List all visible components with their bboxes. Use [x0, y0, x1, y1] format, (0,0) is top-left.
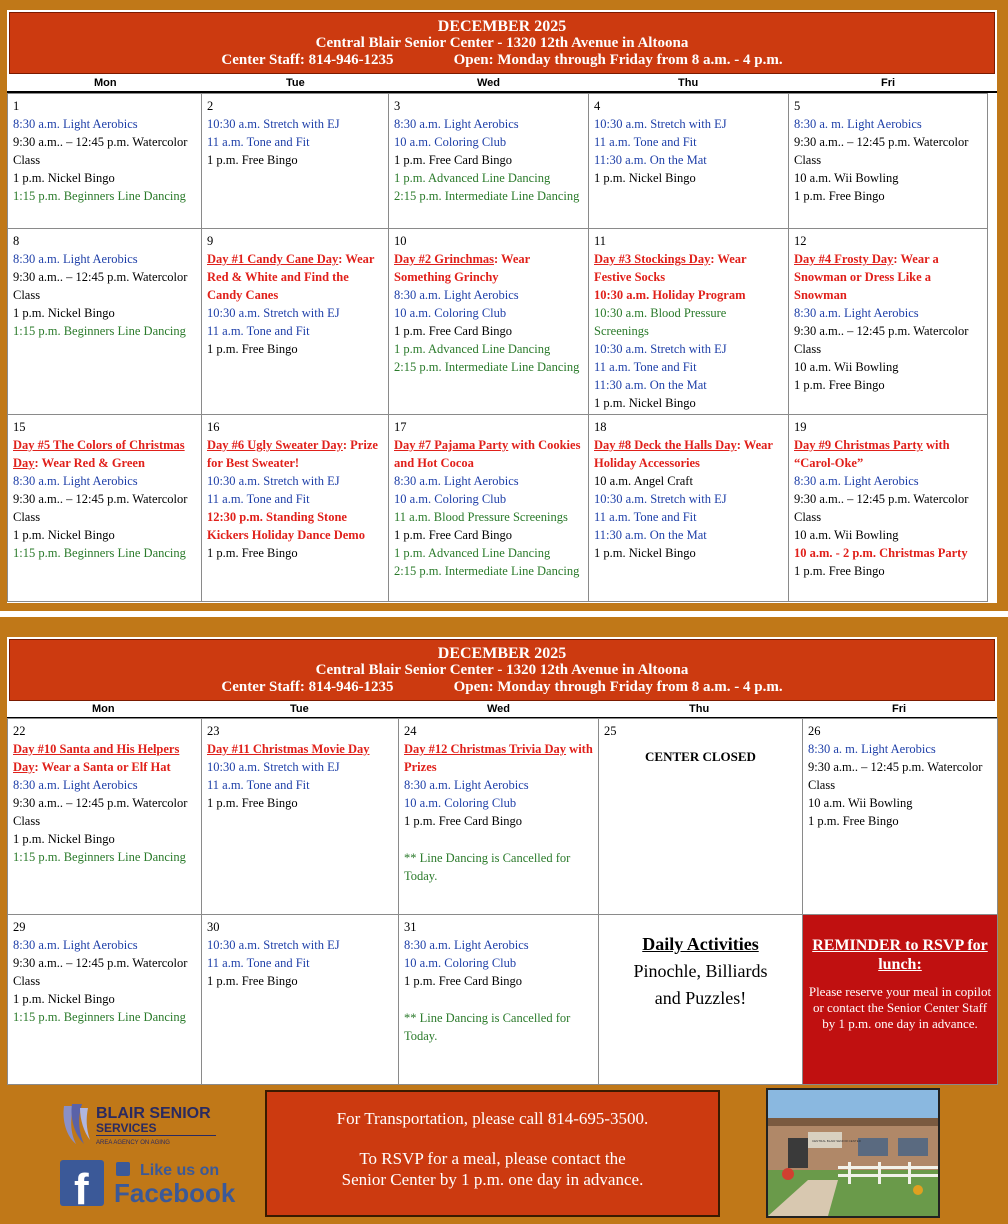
theme-day-name: Day #6 Ugly Sweater Day — [207, 438, 343, 452]
event-line: 1 p.m. Free Bingo — [808, 814, 899, 828]
day-number: 8 — [13, 234, 20, 248]
event-line: 10 a.m. Wii Bowling — [794, 528, 899, 542]
day-cell-12 — [788, 228, 988, 415]
header-center: Central Blair Senior Center - 1320 12th Avenue in Altoona — [315, 35, 689, 51]
day-number: 18 — [594, 420, 607, 434]
day-cell-2 — [201, 93, 389, 229]
event-line: 1 p.m. Nickel Bingo — [594, 546, 696, 560]
day-cell-19 — [788, 414, 988, 602]
event-line: 10:30 a.m. Stretch with EJ — [207, 474, 340, 488]
event-line: 1 p.m. Free Bingo — [794, 189, 885, 203]
day-cell-25 — [598, 718, 803, 915]
daily-activities-line1: Pinochle, Billiards — [633, 961, 768, 981]
day-cell-4 — [588, 93, 789, 229]
logo-line1: BLAIR SENIOR — [96, 1105, 211, 1122]
svg-text:f: f — [74, 1165, 89, 1208]
transport-text: For Transportation, please call 814-695-3500. — [336, 1109, 649, 1128]
theme-day-detail: : Prize for Best Sweater! — [207, 438, 378, 470]
event-line: 10 a.m. Coloring Club — [394, 492, 507, 506]
event-line: 11:30 a.m. On the Mat — [594, 528, 707, 542]
day-number: 16 — [207, 420, 220, 434]
day-cell-16 — [201, 414, 389, 602]
event-line: 11 a.m. Tone and Fit — [207, 324, 310, 338]
day-cell-9 — [201, 228, 389, 415]
event-line: 10 a.m. Wii Bowling — [794, 360, 899, 374]
header-open: Open: Monday through Friday from 8 a.m. - 4 p.m. — [453, 679, 783, 695]
event-line: 1:15 p.m. Beginners Line Dancing — [13, 189, 186, 203]
day-number: 29 — [13, 920, 26, 934]
theme-day-title — [794, 436, 982, 472]
calendar-grid — [7, 718, 997, 1084]
day-cell-23 — [201, 718, 399, 915]
event-line: 1 p.m. Free Card Bingo — [394, 153, 513, 167]
event-line: 11:30 a.m. On the Mat — [594, 153, 707, 167]
event-line: 8:30 a.m. Light Aerobics — [394, 117, 519, 131]
header-staff-hours — [10, 679, 994, 696]
event-line: 9:30 a.m.. – 12:45 p.m. Watercolor Class — [794, 492, 969, 524]
event-line: ** Line Dancing is Cancelled for Today. — [404, 851, 571, 883]
day-cell-17 — [388, 414, 589, 602]
day-number: 25 — [604, 724, 617, 738]
theme-day-title — [594, 250, 783, 286]
theme-day-title — [207, 436, 383, 472]
logo-line2: SERVICES — [96, 1121, 157, 1135]
event-line: 8:30 a.m. Light Aerobics — [13, 252, 138, 266]
rsvp-line1: To RSVP for a meal, please contact the — [359, 1149, 626, 1168]
event-line: 11 a.m. Tone and Fit — [207, 778, 310, 792]
day-number: 23 — [207, 724, 220, 738]
event-line: 1 p.m. Nickel Bingo — [13, 992, 115, 1006]
theme-day-detail: with Cookies and Hot Cocoa — [394, 438, 581, 470]
event-line: 11 a.m. Blood Pressure Screenings — [394, 510, 568, 524]
theme-day-name: Day #4 Frosty Day — [794, 252, 894, 266]
day-number: 4 — [594, 99, 601, 113]
theme-day-name: Day #1 Candy Cane Day — [207, 252, 339, 266]
event-line: 1 p.m. Free Bingo — [207, 153, 298, 167]
event-line: 8:30 a.m. Light Aerobics — [13, 474, 138, 488]
facebook-line1: Like us on — [140, 1162, 220, 1179]
event-line: 1:15 p.m. Beginners Line Dancing — [13, 546, 186, 560]
day-number: 3 — [394, 99, 401, 113]
calendar-panel-week-4-5 — [7, 637, 997, 1084]
event-line: 10 a.m. Wii Bowling — [794, 171, 899, 185]
theme-day-title — [207, 250, 383, 304]
reminder-title — [808, 936, 992, 974]
event-line: 11 a.m. Tone and Fit — [207, 956, 310, 970]
event-line: 8:30 a.m. Light Aerobics — [394, 288, 519, 302]
day-number: 10 — [394, 234, 407, 248]
event-line: 8:30 a.m. Light Aerobics — [794, 474, 919, 488]
weekday-wed: Wed — [477, 77, 501, 89]
calendar-grid — [7, 93, 997, 601]
day-number: 26 — [808, 724, 821, 738]
theme-day-detail: : Wear Red & White and Find the Candy Canes — [207, 252, 375, 302]
event-line: ** Line Dancing is Cancelled for Today. — [404, 1011, 571, 1043]
header-open: Open: Monday through Friday from 8 a.m. - 4 p.m. — [453, 52, 783, 68]
theme-day-name: Day #9 Christmas Party — [794, 438, 923, 452]
theme-day-detail: : Wear Festive Socks — [594, 252, 747, 284]
weekday-mon: Mon — [94, 77, 117, 89]
event-line: 12:30 p.m. Standing Stone Kickers Holiday Dance Demo — [207, 510, 365, 542]
event-line: 11 a.m. Tone and Fit — [207, 492, 310, 506]
facebook-line2: Facebook — [114, 1178, 236, 1208]
day-cell-10 — [388, 228, 589, 415]
day-number: 5 — [794, 99, 801, 113]
event-line: 10 a.m. Coloring Club — [394, 306, 507, 320]
event-line: 10 a.m. - 2 p.m. Christmas Party — [794, 546, 968, 560]
day-cell-15 — [7, 414, 202, 602]
event-line: 9:30 a.m.. – 12:45 p.m. Watercolor Class — [794, 135, 969, 167]
day-cell-8 — [7, 228, 202, 415]
theme-day-name: Day #2 Grinchmas — [394, 252, 494, 266]
event-line: 1:15 p.m. Beginners Line Dancing — [13, 1010, 186, 1024]
header-center: Central Blair Senior Center - 1320 12th Avenue in Altoona — [315, 662, 689, 678]
event-line: 1 p.m. Free Bingo — [207, 342, 298, 356]
logo-line3: AREA AGENCY ON AGING — [96, 1140, 170, 1146]
event-line: 9:30 a.m.. – 12:45 p.m. Watercolor Class — [13, 796, 188, 828]
theme-day-title — [394, 250, 583, 286]
day-cell-18 — [588, 414, 789, 602]
header-staff-hours — [10, 52, 994, 69]
theme-day-name: Day #3 Stockings Day — [594, 252, 711, 266]
weekday-thu: Thu — [689, 703, 710, 715]
day-cell-26 — [802, 718, 998, 915]
event-line: 8:30 a. m. Light Aerobics — [794, 117, 922, 131]
event-line: 9:30 a.m.. – 12:45 p.m. Watercolor Class — [13, 135, 188, 167]
event-line: 9:30 a.m.. – 12:45 p.m. Watercolor Class — [13, 270, 188, 302]
event-line: 9:30 a.m.. – 12:45 p.m. Watercolor Class — [13, 956, 188, 988]
theme-day-detail: : Wear Red & Green — [34, 456, 145, 470]
day-number: 11 — [594, 234, 607, 248]
rsvp-reminder-cell — [802, 914, 998, 1085]
theme-day-name: Day #12 Christmas Trivia Day — [404, 742, 567, 756]
event-line: 10:30 a.m. Holiday Program — [594, 288, 746, 302]
calendar-panel-week-1-3 — [7, 10, 997, 603]
day-number: 24 — [404, 724, 417, 738]
event-line: 10:30 a.m. Stretch with EJ — [207, 117, 340, 131]
event-line: 11 a.m. Tone and Fit — [594, 510, 697, 524]
reminder-title-text: REMINDER to RSVP for lunch — [812, 937, 988, 973]
event-line: 1 p.m. Free Card Bingo — [394, 528, 513, 542]
reminder-body: Please reserve your meal in copilot or contact the Senior Center Staff by 1 p.m. one day in advance. — [808, 984, 992, 1031]
center-closed-label: CENTER CLOSED — [645, 749, 756, 764]
event-line: 2:15 p.m. Intermediate Line Dancing — [394, 189, 580, 203]
day-number: 15 — [13, 420, 26, 434]
theme-day-detail: : Wear a Snowman or Dress Like a Snowman — [794, 252, 939, 302]
event-line: 1 p.m. Free Card Bingo — [404, 814, 523, 828]
rsvp-line2: Senior Center by 1 p.m. one day in advance. — [341, 1170, 644, 1189]
day-number: 2 — [207, 99, 214, 113]
event-line: 1 p.m. Free Bingo — [794, 564, 885, 578]
event-line: 9:30 a.m.. – 12:45 p.m. Watercolor Class — [13, 492, 188, 524]
event-line: 1:15 p.m. Beginners Line Dancing — [13, 324, 186, 338]
day-cell-24 — [398, 718, 599, 915]
event-line: 1 p.m. Nickel Bingo — [13, 832, 115, 846]
event-line: 8:30 a.m. Light Aerobics — [404, 938, 529, 952]
day-number: 31 — [404, 920, 417, 934]
event-line: 1 p.m. Free Bingo — [207, 796, 298, 810]
event-line: 10 a.m. Angel Craft — [594, 474, 693, 488]
day-cell-31 — [398, 914, 599, 1085]
theme-day-name: Day #7 Pajama Party — [394, 438, 509, 452]
theme-day-name: Day #11 Christmas Movie Day — [207, 742, 370, 756]
daily-activities-line2: and Puzzles! — [654, 988, 747, 1008]
event-line: 8:30 a. m. Light Aerobics — [808, 742, 936, 756]
event-line: 1 p.m. Free Bingo — [207, 974, 298, 988]
day-number: 9 — [207, 234, 214, 248]
event-line: 10:30 a.m. Stretch with EJ — [207, 760, 340, 774]
event-line: 1 p.m. Advanced Line Dancing — [394, 342, 551, 356]
event-line: 1 p.m. Free Card Bingo — [404, 974, 523, 988]
theme-day-title — [13, 740, 196, 776]
reminder-colon: : — [916, 956, 922, 973]
event-line: 1 p.m. Free Card Bingo — [394, 324, 513, 338]
event-line: 11 a.m. Tone and Fit — [594, 135, 697, 149]
event-line: 9:30 a.m.. – 12:45 p.m. Watercolor Class — [794, 324, 969, 356]
header-title: DECEMBER 2025 — [437, 18, 567, 35]
event-line: 8:30 a.m. Light Aerobics — [404, 778, 529, 792]
blair-senior-services-logo — [60, 1100, 230, 1148]
event-line: 2:15 p.m. Intermediate Line Dancing — [394, 564, 580, 578]
day-number: 1 — [13, 99, 20, 113]
theme-day-title — [404, 740, 593, 776]
event-line: 1:15 p.m. Beginners Line Dancing — [13, 850, 186, 864]
event-line: 2:15 p.m. Intermediate Line Dancing — [394, 360, 580, 374]
event-line: 10:30 a.m. Stretch with EJ — [207, 938, 340, 952]
theme-day-title — [794, 250, 982, 304]
weekday-header — [7, 702, 997, 719]
day-cell-30 — [201, 914, 399, 1085]
event-line: 10:30 a.m. Stretch with EJ — [594, 492, 727, 506]
event-line: 1 p.m. Advanced Line Dancing — [394, 546, 551, 560]
senior-center-building-photo — [766, 1088, 940, 1218]
theme-day-title — [594, 436, 783, 472]
day-cell-1 — [7, 93, 202, 229]
weekday-wed: Wed — [487, 703, 511, 715]
day-cell-22 — [7, 718, 202, 915]
theme-day-detail: : Wear a Santa or Elf Hat — [34, 760, 171, 774]
event-line: 1 p.m. Advanced Line Dancing — [394, 171, 551, 185]
theme-day-title — [207, 740, 393, 758]
event-line: 1 p.m. Free Bingo — [207, 546, 298, 560]
event-line: 8:30 a.m. Light Aerobics — [13, 117, 138, 131]
theme-day-title — [13, 436, 196, 472]
facebook-badge[interactable] — [60, 1158, 240, 1208]
day-cell-29 — [7, 914, 202, 1085]
day-number: 22 — [13, 724, 26, 738]
theme-day-detail: with Prizes — [404, 742, 593, 774]
theme-day-name: Day #5 The Colors of Christmas Day — [13, 438, 185, 470]
panel-separator — [0, 611, 1008, 617]
event-line: 10:30 a.m. Stretch with EJ — [594, 117, 727, 131]
event-line: 8:30 a.m. Light Aerobics — [13, 778, 138, 792]
event-line: 8:30 a.m. Light Aerobics — [794, 306, 919, 320]
event-line: 1 p.m. Nickel Bingo — [13, 306, 115, 320]
theme-day-detail: : Wear Holiday Accessories — [594, 438, 773, 470]
event-line: 10:30 a.m. Stretch with EJ — [207, 306, 340, 320]
theme-day-name: Day #10 Santa and His Helpers Day — [13, 742, 180, 774]
weekday-tue: Tue — [290, 703, 309, 715]
theme-day-detail: with “Carol-Oke” — [794, 438, 950, 470]
theme-day-detail: : Wear Something Grinchy — [394, 252, 530, 284]
daily-activities-cell — [598, 914, 803, 1085]
event-line: 1 p.m. Nickel Bingo — [13, 528, 115, 542]
day-cell-11 — [588, 228, 789, 415]
day-cell-5 — [788, 93, 988, 229]
building-sign-text: CENTRAL BLAIR SENIOR CENTER — [812, 1139, 861, 1143]
event-line: 10:30 a.m. Blood Pressure Screenings — [594, 306, 727, 338]
event-line: 9:30 a.m.. – 12:45 p.m. Watercolor Class — [808, 760, 983, 792]
header-staff: Center Staff: 814-946-1235 — [221, 52, 394, 68]
day-number: 19 — [794, 420, 807, 434]
day-number: 17 — [394, 420, 407, 434]
event-line: 10 a.m. Coloring Club — [404, 956, 517, 970]
event-line: 1 p.m. Free Bingo — [794, 378, 885, 392]
weekday-tue: Tue — [286, 77, 305, 89]
event-line: 10:30 a.m. Stretch with EJ — [594, 342, 727, 356]
calendar-header — [9, 639, 995, 701]
transportation-rsvp-box — [265, 1090, 720, 1217]
event-line: 1 p.m. Nickel Bingo — [13, 171, 115, 185]
weekday-thu: Thu — [678, 77, 699, 89]
event-line: 11 a.m. Tone and Fit — [594, 360, 697, 374]
weekday-fri: Fri — [881, 77, 896, 89]
weekday-fri: Fri — [892, 703, 907, 715]
calendar-header — [9, 12, 995, 74]
event-line: 8:30 a.m. Light Aerobics — [394, 474, 519, 488]
event-line: 10 a.m. Coloring Club — [404, 796, 517, 810]
header-staff: Center Staff: 814-946-1235 — [221, 679, 394, 695]
day-cell-3 — [388, 93, 589, 229]
theme-day-name: Day #8 Deck the Halls Day — [594, 438, 737, 452]
header-title: DECEMBER 2025 — [437, 645, 567, 662]
event-line: 10 a.m. Wii Bowling — [808, 796, 913, 810]
day-number: 30 — [207, 920, 220, 934]
event-line: 8:30 a.m. Light Aerobics — [13, 938, 138, 952]
thumbs-up-icon — [116, 1162, 130, 1176]
weekday-mon: Mon — [92, 703, 115, 715]
theme-day-title — [394, 436, 583, 472]
day-number: 12 — [794, 234, 807, 248]
event-line: 10 a.m. Coloring Club — [394, 135, 507, 149]
event-line: 1 p.m. Nickel Bingo — [594, 396, 696, 410]
event-line: 1 p.m. Nickel Bingo — [594, 171, 696, 185]
event-line: 11:30 a.m. On the Mat — [594, 378, 707, 392]
weekday-header — [7, 76, 997, 93]
event-line: 11 a.m. Tone and Fit — [207, 135, 310, 149]
daily-activities-title: Daily Activities — [642, 934, 759, 954]
